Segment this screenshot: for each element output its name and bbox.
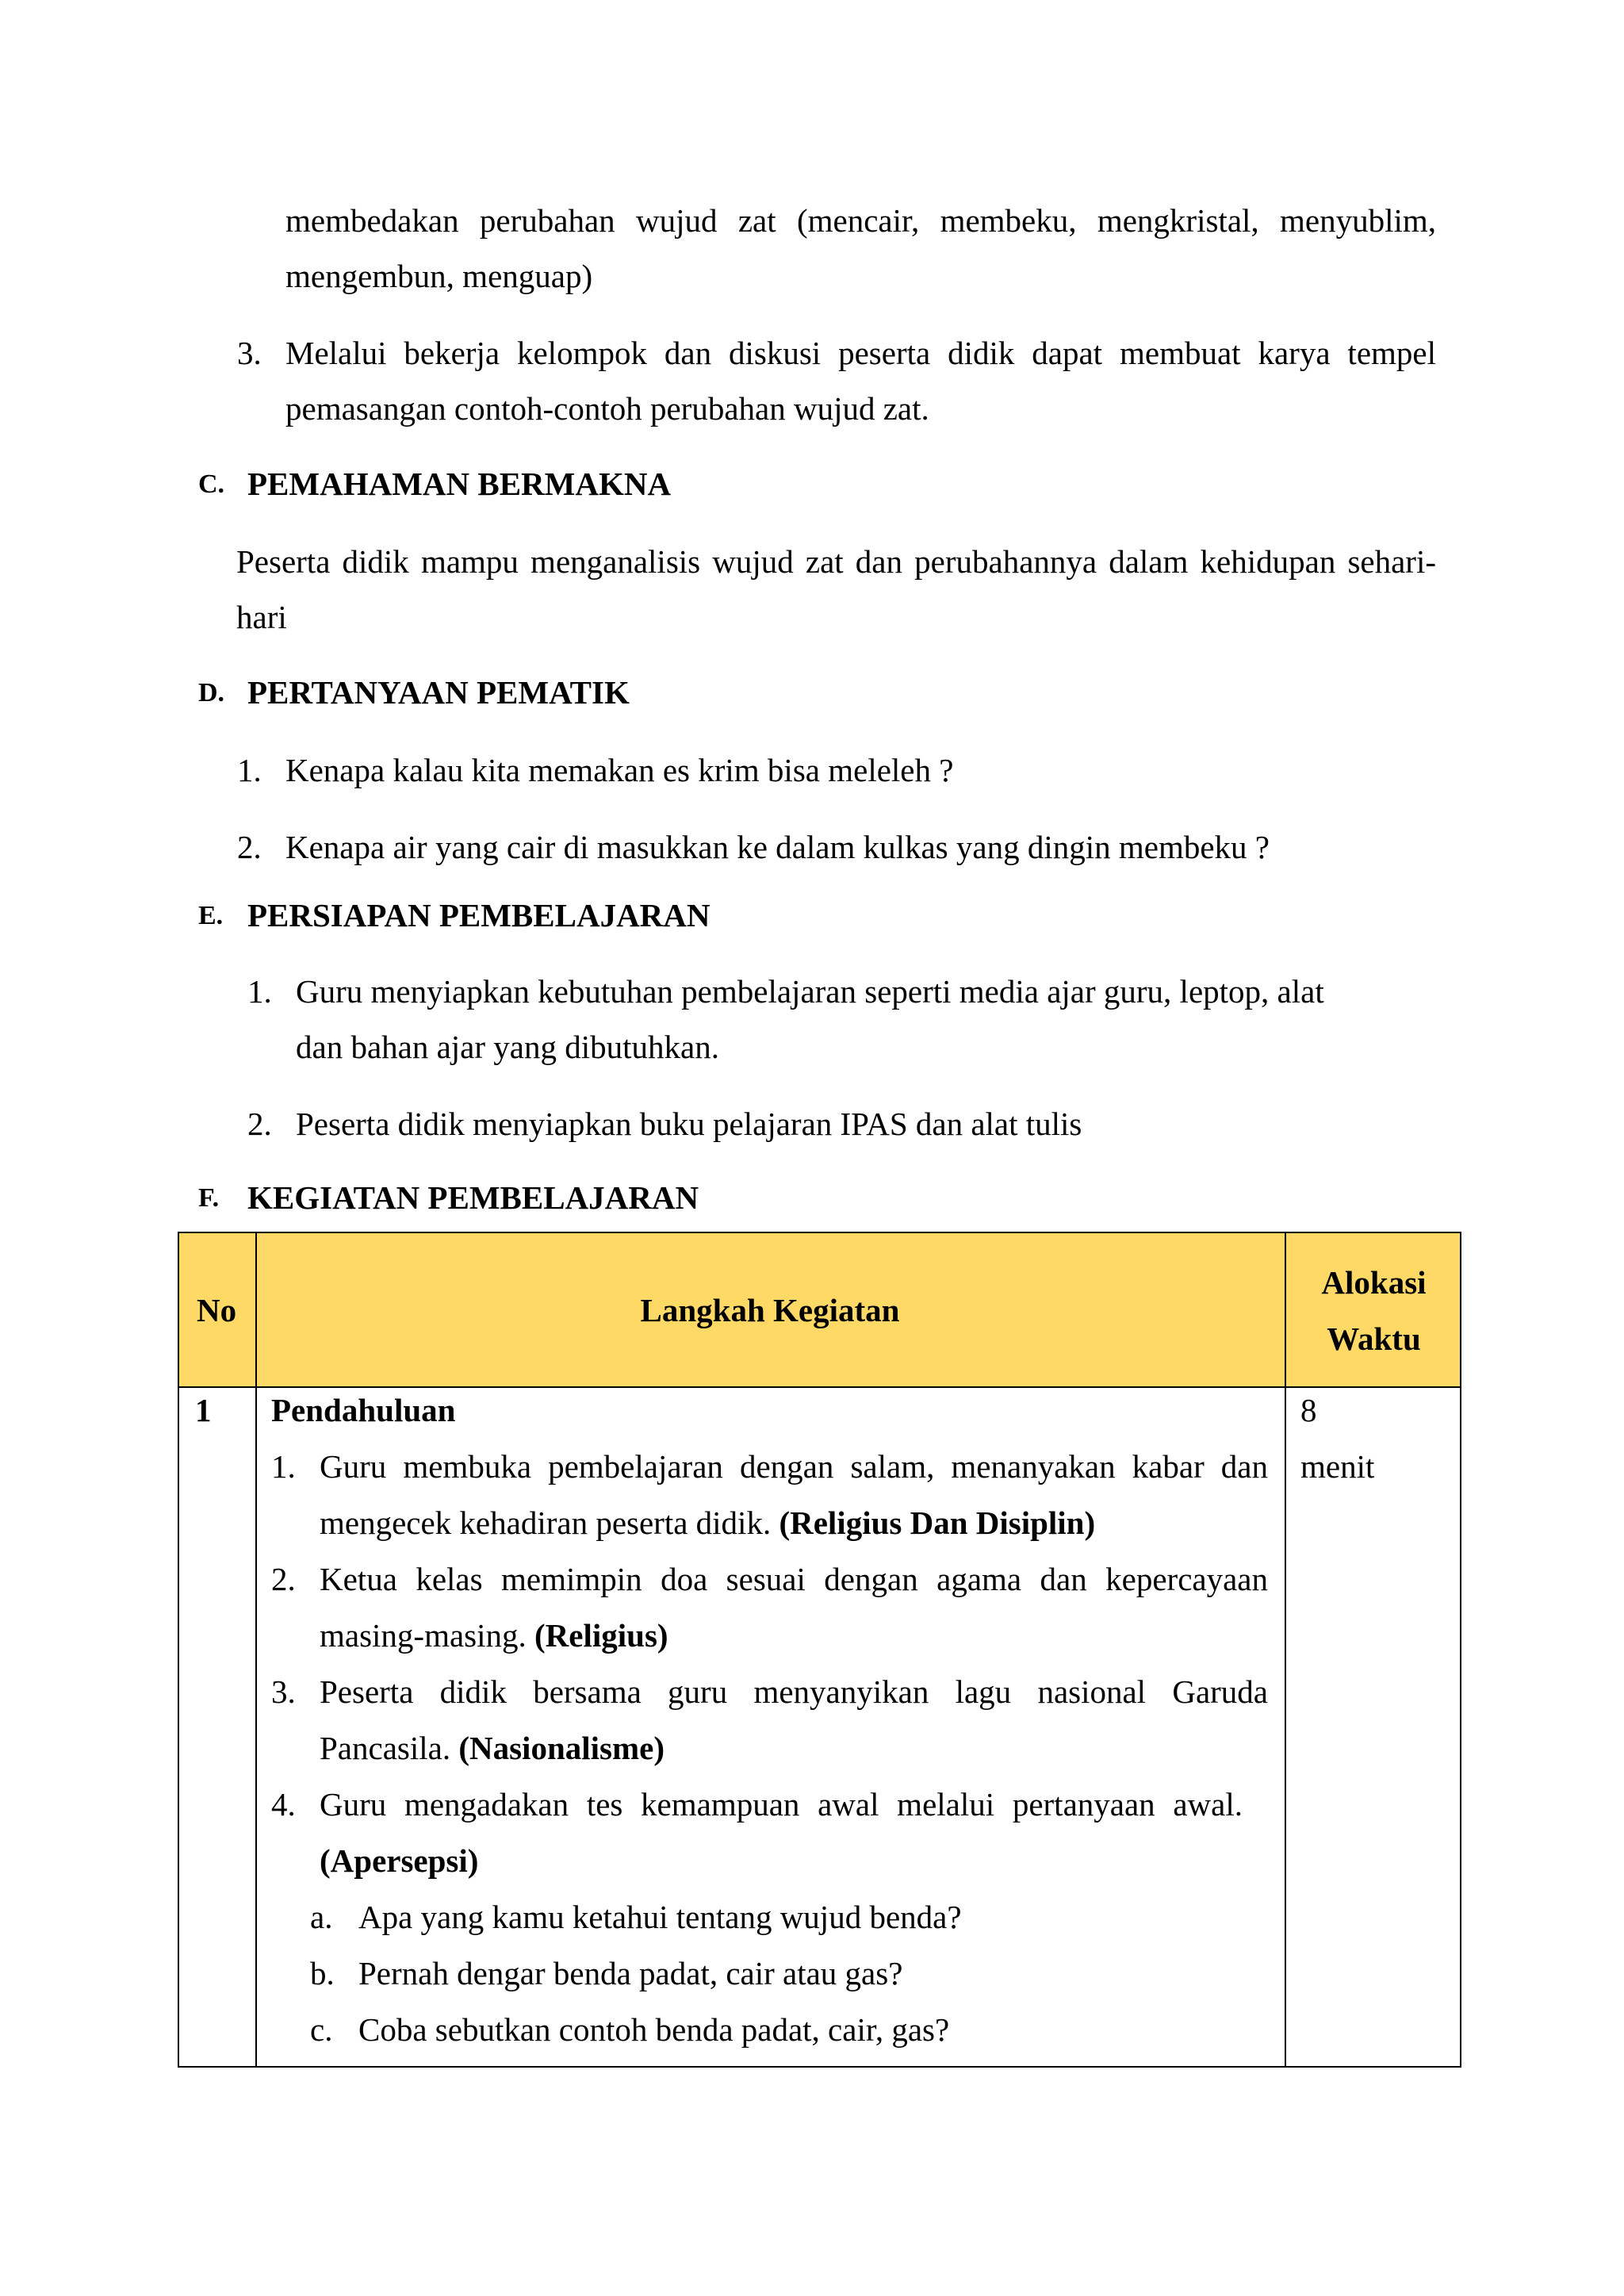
- section-f-title: KEGIATAN PEMBELAJARAN: [247, 1179, 699, 1216]
- preparation-1-number: 1.: [247, 973, 272, 1010]
- question-1-text: Kenapa kalau kita memakan es krim bisa meleleh ?: [285, 752, 954, 788]
- step-2-line-2: masing-masing. (Religius): [320, 1617, 668, 1654]
- sub-question-a: Apa yang kamu ketahui tentang wujud benda?: [358, 1899, 962, 1935]
- preparation-2-text: Peserta didik menyiapkan buku pelajaran IPAS dan alat tulis: [296, 1106, 1082, 1142]
- section-d-letter: D.: [198, 678, 225, 707]
- time-unit: menit: [1300, 1448, 1375, 1485]
- objective-3-number: 3.: [237, 335, 262, 371]
- step-4-line-1: Guru mengadakan tes kemampuan awal melalui pertanyaan awal.: [320, 1786, 1243, 1823]
- preparation-1-line-1: Guru menyiapkan kebutuhan pembelajaran seperti media ajar guru, leptop, alat: [296, 973, 1324, 1010]
- step-1-line-2: mengecek kehadiran peserta didik. (Religius Dan Disiplin): [320, 1504, 1096, 1541]
- section-c-text-line-2: hari: [236, 599, 287, 635]
- sub-question-a-marker: a.: [310, 1899, 333, 1935]
- section-e-title: PERSIAPAN PEMBELAJARAN: [247, 897, 710, 933]
- preparation-1-line-2: dan bahan ajar yang dibutuhkan.: [296, 1029, 719, 1065]
- section-f-letter: F.: [198, 1183, 220, 1213]
- sub-question-c-marker: c.: [310, 2011, 333, 2048]
- sub-question-c: Coba sebutkan contoh benda padat, cair, gas?: [358, 2011, 950, 2048]
- step-2-value-tag: (Religius): [534, 1617, 668, 1654]
- section-c-text-line-1: Peserta didik mampu menganalisis wujud zat dan perubahannya dalam kehidupan sehari-: [236, 543, 1436, 580]
- row-number: 1: [195, 1392, 212, 1428]
- section-e-letter: E.: [198, 901, 224, 930]
- objective-2-line-2: mengembun, menguap): [285, 258, 593, 294]
- header-alokasi: Alokasi: [1321, 1264, 1427, 1301]
- step-2-line-1: Ketua kelas memimpin doa sesuai dengan agama dan kepercayaan: [320, 1561, 1268, 1597]
- question-1-number: 1.: [237, 752, 262, 788]
- step-4-number: 4.: [271, 1786, 296, 1823]
- step-4-value-tag: (Apersepsi): [320, 1842, 479, 1879]
- step-3-line-2: Pancasila. (Nasionalisme): [320, 1730, 665, 1766]
- question-2-number: 2.: [237, 829, 262, 865]
- section-c-title: PEMAHAMAN BERMAKNA: [247, 466, 672, 502]
- question-2-text: Kenapa air yang cair di masukkan ke dalam kulkas yang dingin membeku ?: [285, 829, 1270, 865]
- header-no: No: [197, 1292, 237, 1328]
- section-d-title: PERTANYAAN PEMATIK: [247, 674, 630, 711]
- objective-3-line-1: Melalui bekerja kelompok dan diskusi peserta didik dapat membuat karya tempel: [285, 335, 1436, 371]
- header-langkah-kegiatan: Langkah Kegiatan: [640, 1292, 900, 1328]
- objective-2-line-1: membedakan perubahan wujud zat (mencair, membeku, mengkristal, menyublim,: [285, 202, 1436, 239]
- step-3-value-tag: (Nasionalisme): [458, 1730, 665, 1766]
- step-3-line-1: Peserta didik bersama guru menyanyikan lagu nasional Garuda: [320, 1673, 1268, 1710]
- step-1-number: 1.: [271, 1448, 296, 1485]
- phase-title: Pendahuluan: [271, 1392, 456, 1428]
- sub-question-b: Pernah dengar benda padat, cair atau gas?: [358, 1955, 903, 1991]
- preparation-2-number: 2.: [247, 1106, 272, 1142]
- column-divider: [255, 1233, 257, 2066]
- step-2-number: 2.: [271, 1561, 296, 1597]
- step-1-value-tag: (Religius Dan Disiplin): [779, 1504, 1096, 1541]
- column-divider: [1285, 1233, 1286, 2066]
- time-value: 8: [1300, 1392, 1317, 1428]
- objective-3-line-2: pemasangan contoh-contoh perubahan wujud zat.: [285, 390, 929, 427]
- step-1-line-1: Guru membuka pembelajaran dengan salam, menanyakan kabar dan: [320, 1448, 1268, 1485]
- section-c-letter: C.: [198, 470, 225, 499]
- step-3-number: 3.: [271, 1673, 296, 1710]
- header-waktu: Waktu: [1327, 1320, 1421, 1357]
- sub-question-b-marker: b.: [310, 1955, 335, 1991]
